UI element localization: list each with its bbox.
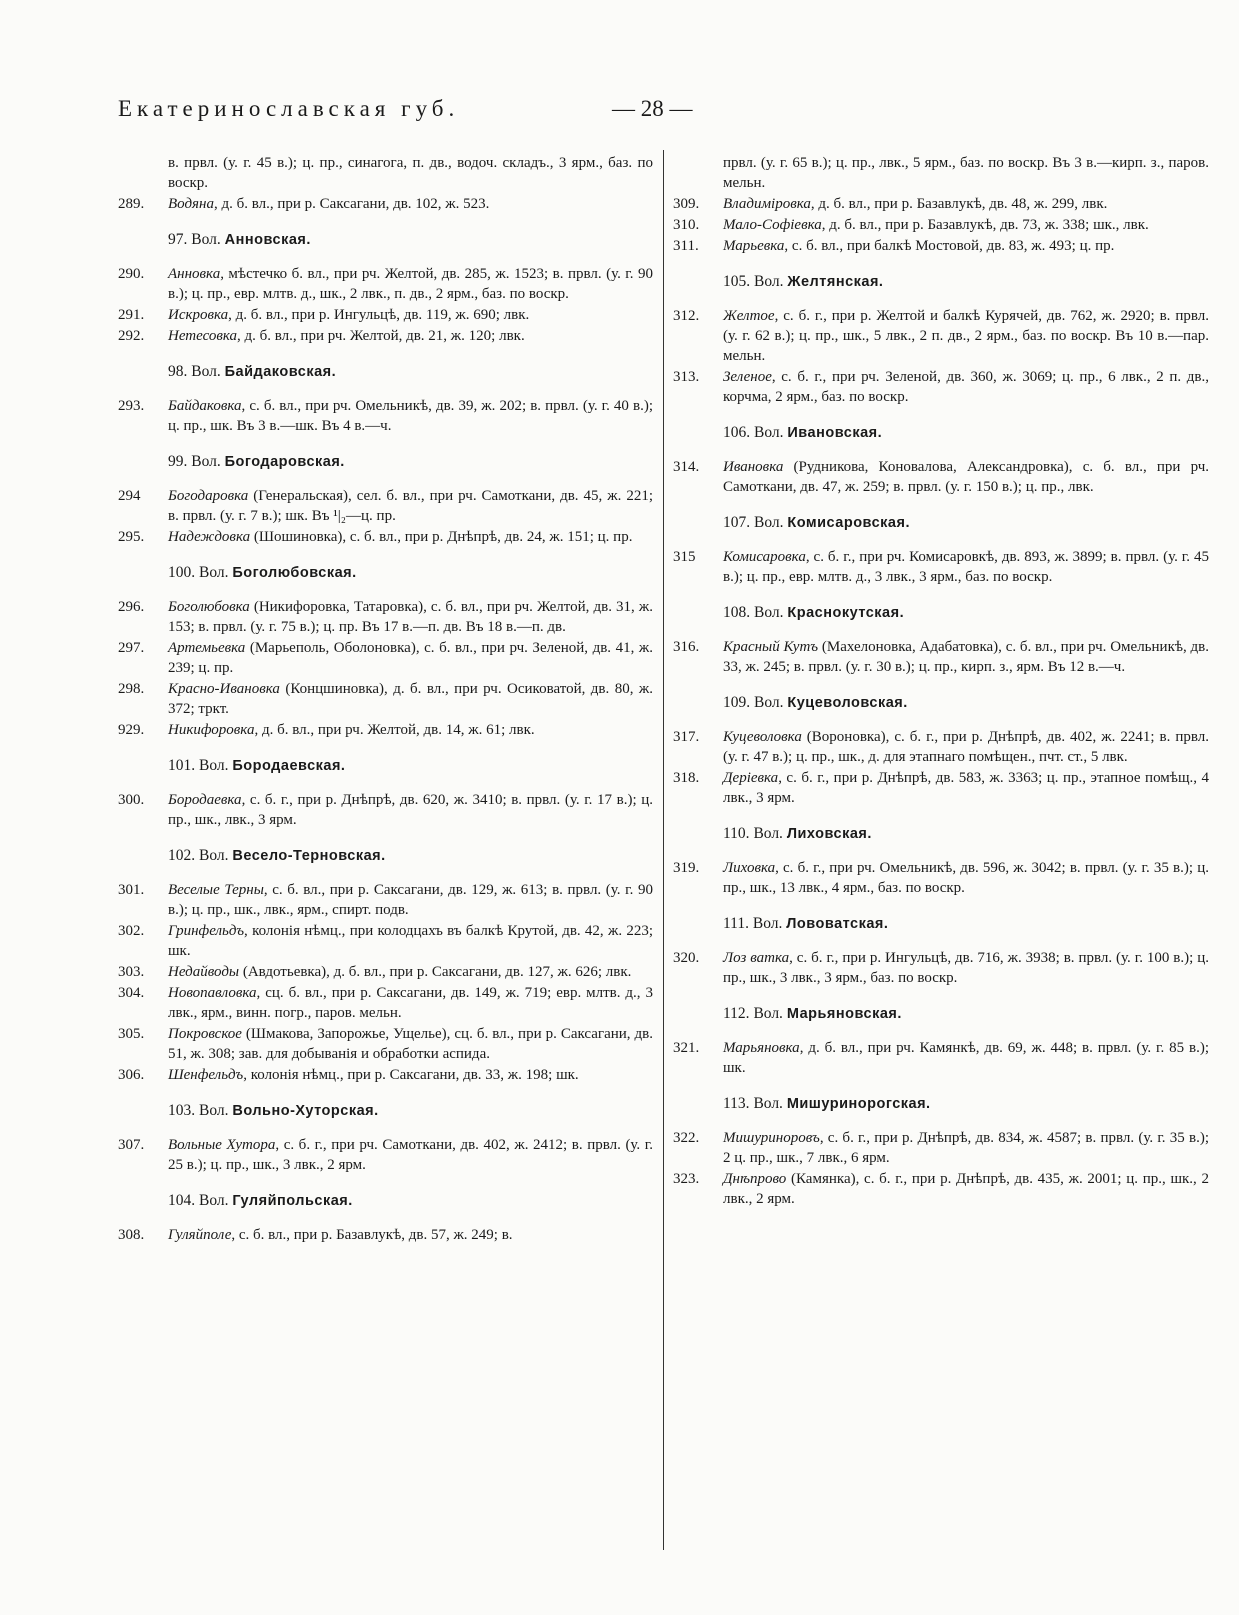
- place-name: Днѣпрово: [723, 1171, 787, 1187]
- section-107: [673, 513, 1209, 533]
- entry-text: , мѣстечко б. вл., при рч. Желтой, дв. 285, ж. 1523; в. првл. (у. г. 90 в.); ц. пр., евр. млтв. д., шк., 2 лвк., п. дв., 2 ярм., баз. по воскр.: [168, 266, 653, 302]
- entry-number: 310.: [673, 217, 700, 233]
- section-vol: Вол.: [199, 564, 229, 581]
- page-number: — 28 —: [612, 96, 693, 121]
- section-112: [673, 1004, 1209, 1024]
- section-name: Желтянская.: [787, 274, 884, 290]
- entry-number: 298.: [118, 681, 145, 697]
- entry-number: 307.: [118, 1137, 145, 1153]
- entry-number: 302.: [118, 923, 145, 939]
- section-name: Комисаровская.: [787, 515, 910, 531]
- place-name: Артемьевка: [168, 640, 246, 656]
- section-number: 97.: [168, 231, 188, 248]
- entry-text: , с. б. г., при р. Днѣпрѣ, дв. 620, ж. 3410; в. првл. (у. г. 17 в.); ц. пр., шк., лвк., 3 ярм.: [168, 792, 653, 828]
- section-98: [118, 362, 653, 382]
- entry-295: [118, 527, 653, 547]
- section-vol: Вол.: [754, 273, 784, 290]
- entry-text: (Концшиновка), д. б. вл., при рч. Осиковатой, дв. 80, ж. 372; тркт.: [168, 681, 653, 717]
- entry-text: , колонія нѣмц., при р. Саксагани, дв. 33, ж. 198; шк.: [243, 1067, 579, 1083]
- place-name: Комисаровка: [723, 549, 806, 565]
- section-number: 100.: [168, 564, 196, 581]
- entry-317: [673, 727, 1209, 767]
- entry-number: 305.: [118, 1026, 145, 1042]
- entry-text: , с. б. г., при р. Желтой и балкѣ Курячей, дв. 762, ж. 2920; в. првл. (у. г. 62 в.); ц. пр., шк., 5 лвк., 2 п. дв., 2 ярм., баз. по воскр. Въ 10 в.—пар. мельн.: [723, 308, 1209, 364]
- place-name: Желтое: [723, 308, 775, 324]
- entry-322: [673, 1128, 1209, 1168]
- section-number: 101.: [168, 757, 196, 774]
- entry-302: [118, 921, 653, 961]
- section-name: Байдаковская.: [224, 364, 337, 380]
- section-name: Мишуринорогская.: [786, 1096, 931, 1112]
- entry-306: [118, 1065, 653, 1085]
- entry-text: (Авдотьевка), д. б. вл., при р. Саксагани, дв. 127, ж. 626; лвк.: [239, 964, 632, 980]
- entry-text: , с. б. г., при р. Днѣпрѣ, дв. 583, ж. 3363; ц. пр., этапное помѣщ., 4 лвк., 3 ярм.: [723, 770, 1209, 806]
- entry-number: 291.: [118, 307, 145, 323]
- place-name: Красный Кутъ: [723, 639, 819, 655]
- entry-315: [673, 547, 1209, 587]
- entry-300: [118, 790, 653, 830]
- entry-number: 319.: [673, 860, 700, 876]
- section-vol: Вол.: [191, 453, 221, 470]
- section-name: Весело-Терновская.: [232, 848, 386, 864]
- place-name: Красно-Ивановка: [168, 681, 280, 697]
- entry-319: [673, 858, 1209, 898]
- entry-number: 322.: [673, 1130, 700, 1146]
- entry-text: , с. б. г., при рч. Самоткани, дв. 402, ж. 2412; в. првл. (у. г. 25 в.); ц. пр., шк., 3 лвк., 2 ярм.: [168, 1137, 653, 1173]
- section-name: Лововатская.: [786, 916, 889, 932]
- entry-number: 306.: [118, 1067, 145, 1083]
- section-number: 110.: [723, 825, 750, 842]
- section-name: Боголюбовская.: [232, 565, 357, 581]
- section-number: 113.: [723, 1095, 750, 1112]
- place-name: Зеленое: [723, 369, 772, 385]
- entry-number: 293.: [118, 398, 145, 414]
- section-109: [673, 693, 1209, 713]
- section-100: [118, 563, 653, 583]
- entry-310: [673, 215, 1209, 235]
- place-name: Куцеволовка: [723, 729, 802, 745]
- entry-number: 313.: [673, 369, 700, 385]
- entry-number: 929.: [118, 722, 145, 738]
- entry-929: [118, 720, 653, 740]
- entry-289: [118, 194, 653, 214]
- entry-number: 317.: [673, 729, 700, 745]
- entry-number: 292.: [118, 328, 145, 344]
- place-name: Марьевка: [723, 238, 785, 254]
- place-name: Водяна: [168, 196, 214, 212]
- entry-309: [673, 194, 1209, 214]
- section-108: [673, 603, 1209, 623]
- entry-text: , с. б. г., при рч. Комисаровкѣ, дв. 893, ж. 3899; в. првл. (у. г. 45 в.); ц. пр., евр. млтв. д., 3 лвк., 3 ярм., баз. по воскр.: [723, 549, 1209, 585]
- place-name: Гуляйполе: [168, 1227, 232, 1243]
- entry-text: (Вороновка), с. б. г., при р. Днѣпрѣ, дв. 402, ж. 2241; в. првл. (у. г. 47 в.); ц. пр., шк., д. для этапнаго помѣщен., пчт. ст., 5 лвк.: [723, 729, 1209, 765]
- entry-text: (Марьеполь, Оболоновка), с. б. вл., при рч. Зеленой, дв. 41, ж. 239; ц. пр.: [168, 640, 653, 676]
- entry-text: , с. б. г., при р. Днѣпрѣ, дв. 834, ж. 4587; в. првл. (у. г. 35 в.); 2 ц. пр., шк., 7 лвк., 6 ярм.: [723, 1130, 1209, 1166]
- section-vol: Вол.: [199, 1192, 229, 1209]
- entry-number: 309.: [673, 196, 700, 212]
- section-106: [673, 423, 1209, 443]
- section-105: [673, 272, 1209, 292]
- place-name: Бородаевка: [168, 792, 242, 808]
- entry-293: [118, 396, 653, 436]
- section-vol: Вол.: [752, 915, 783, 932]
- place-name: Надеждовка: [168, 529, 251, 545]
- place-name: Новопавловка: [168, 985, 257, 1001]
- entry-text: (Генеральская), сел. б. вл., при рч. Самоткани, дв. 45, ж. 221; в. првл. (у. г. 7 в.); шк. Въ ¹|₂—ц. пр.: [168, 488, 653, 524]
- entry-314: [673, 457, 1209, 497]
- entry-294: [118, 486, 653, 526]
- entry-text: , д. б. вл., при рч. Камянкѣ, дв. 69, ж. 448; в. првл. (у. г. 85 в.); шк.: [723, 1040, 1209, 1076]
- entry-number: 320.: [673, 950, 700, 966]
- entry-number: 315: [673, 549, 696, 565]
- place-name: Ивановка: [723, 459, 784, 475]
- section-name: Вольно-Хуторская.: [232, 1103, 379, 1119]
- place-name: Владиміровка: [723, 196, 811, 212]
- place-name: Байдаковка: [168, 398, 242, 414]
- section-103: [118, 1101, 653, 1121]
- entry-301: [118, 880, 653, 920]
- entry-text: , с. б. вл., при р. Саксагани, дв. 129, ж. 613; в. првл. (у. г. 90 в.); ц. пр., шк., лвк., ярм., спирт. подв.: [168, 882, 653, 918]
- entry-320: [673, 948, 1209, 988]
- entry-number: 289.: [118, 196, 145, 212]
- entry-text: (Камянка), с. б. г., при р. Днѣпрѣ, дв. 435, ж. 2001; ц. пр., шк., 2 лвк., 2 ярм.: [723, 1171, 1209, 1207]
- place-name: Боголюбовка: [168, 599, 250, 615]
- entry-number: 311.: [673, 238, 699, 254]
- entry-text: , колонія нѣмц., при колодцахъ въ балкѣ Крутой, дв. 42, ж. 223; шк.: [168, 923, 653, 959]
- entry-290: [118, 264, 653, 304]
- entry-number: 312.: [673, 308, 700, 324]
- entry-307: [118, 1135, 653, 1175]
- entry-323: [673, 1169, 1209, 1209]
- left-column: [118, 153, 653, 1246]
- section-vol: Вол.: [753, 1095, 783, 1112]
- entry-text: , д. б. вл., при рч. Желтой, дв. 21, ж. 120; лвк.: [237, 328, 525, 344]
- entry-321: [673, 1038, 1209, 1078]
- entry-303: [118, 962, 653, 982]
- section-number: 103.: [168, 1102, 196, 1119]
- section-name: Краснокутская.: [787, 605, 905, 621]
- entry-number: 295.: [118, 529, 145, 545]
- section-vol: Вол.: [191, 363, 221, 380]
- continued-text: в. првл. (у. г. 45 в.); ц. пр., синагога, п. дв., водоч. складъ., 3 ярм., баз. по воскр.: [168, 155, 653, 191]
- entry-number: 318.: [673, 770, 700, 786]
- section-name: Куцеволовская.: [787, 695, 908, 711]
- entry-text: , с. б. г., при рч. Омельникѣ, дв. 596, ж. 3042; в. првл. (у. г. 35 в.); ц. пр., шк., 13 лвк., 4 ярм., баз. по воскр.: [723, 860, 1209, 896]
- entry-text: (Никифоровка, Татаровка), с. б. вл., при рч. Желтой, дв. 31, ж. 153; в. првл. (у. г. 75 в.); ц. пр. Въ 17 в.—п. дв. Въ 18 в.—п. дв.: [168, 599, 653, 635]
- entry-number: 314.: [673, 459, 700, 475]
- entry-text: , д. б. вл., при р. Базавлукѣ, дв. 48, ж. 299, лвк.: [810, 196, 1108, 212]
- entry-number: 301.: [118, 882, 145, 898]
- entry-text: , с. б. вл., при р. Базавлукѣ, дв. 57, ж. 249; в.: [231, 1227, 513, 1243]
- section-110: [673, 824, 1209, 844]
- section-number: 108.: [723, 604, 751, 621]
- entry-292: [118, 326, 653, 346]
- section-name: Лиховская.: [786, 826, 872, 842]
- place-name: Веселые Терны: [168, 882, 264, 898]
- entry-number: 308.: [118, 1227, 145, 1243]
- place-name: Мало-Софіевка: [723, 217, 822, 233]
- section-99: [118, 452, 653, 472]
- entry-316: [673, 637, 1209, 677]
- entry-text: (Шошиновка), с. б. вл., при р. Днѣпрѣ, дв. 24, ж. 151; ц. пр.: [250, 529, 633, 545]
- section-number: 104.: [168, 1192, 196, 1209]
- right-column: [673, 153, 1209, 1210]
- entry-number: 296.: [118, 599, 145, 615]
- section-number: 98.: [168, 363, 188, 380]
- place-name: Недайводы: [168, 964, 240, 980]
- section-number: 99.: [168, 453, 188, 470]
- entry-text: , с. б. вл., при балкѣ Мостовой, дв. 83, ж. 493; ц. пр.: [784, 238, 1115, 254]
- section-104: [118, 1191, 653, 1211]
- entry-text: , с. б. г., при рч. Зеленой, дв. 360, ж. 3069; ц. пр., 6 лвк., 2 п. дв., корчма, 2 ярм., баз. по воскр.: [723, 369, 1209, 405]
- place-name: Шенфельдъ: [168, 1067, 244, 1083]
- place-name: Никифоровка: [168, 722, 255, 738]
- entry-text: , сц. б. вл., при р. Саксагани, дв. 149, ж. 719; евр. млтв. д., 3 лвк., ярм., винн. погр., паров. мельн.: [168, 985, 653, 1021]
- section-number: 106.: [723, 424, 751, 441]
- section-vol: Вол.: [754, 604, 784, 621]
- entry-311: [673, 236, 1209, 256]
- place-name: Деріевка: [723, 770, 779, 786]
- section-97: [118, 230, 653, 250]
- entry-text: (Махелоновка, Адабатовка), с. б. вл., при рч. Омельникѣ, дв. 33, ж. 245; в. првл. (у. г. 30 в.); ц. пр., кирп. з., ярм. Въ 12 в.—ч.: [723, 639, 1209, 675]
- continued-text: првл. (у. г. 65 в.); ц. пр., лвк., 5 ярм., баз. по воскр. Въ 3 в.—кирп. з., паров. мельн.: [723, 155, 1209, 191]
- entry-296: [118, 597, 653, 637]
- entry-304: [118, 983, 653, 1023]
- section-vol: Вол.: [199, 1102, 229, 1119]
- section-name: Бородаевская.: [232, 758, 346, 774]
- section-102: [118, 846, 653, 866]
- section-101: [118, 756, 653, 776]
- place-name: Покровское: [168, 1026, 242, 1042]
- entry-318: [673, 768, 1209, 808]
- section-vol: Вол.: [754, 514, 784, 531]
- place-name: Искровка: [168, 307, 229, 323]
- section-113: [673, 1094, 1209, 1114]
- place-name: Марьяновка: [723, 1040, 800, 1056]
- section-name: Гуляйпольская.: [232, 1193, 353, 1209]
- entry-291: [118, 305, 653, 325]
- entry-308: [118, 1225, 653, 1245]
- entry-number: 304.: [118, 985, 145, 1001]
- column-divider: [663, 150, 664, 1550]
- section-number: 102.: [168, 847, 196, 864]
- page-title: Екатеринославская губ.: [118, 96, 460, 121]
- place-name: Мишуриноровъ: [723, 1130, 820, 1146]
- place-name: Лоз ватка: [723, 950, 790, 966]
- entry-text: , д. б. вл., при р. Базавлукѣ, дв. 73, ж. 338; шк., лвк.: [821, 217, 1149, 233]
- place-name: Нетесовка: [168, 328, 238, 344]
- section-111: [673, 914, 1209, 934]
- page-header: [118, 96, 1118, 136]
- entry-number: 300.: [118, 792, 145, 808]
- entry-text: (Рудникова, Коновалова, Александровка), с. б. вл., при рч. Самоткани, дв. 47, ж. 259; в. првл. (у. г. 150 в.); ц. пр., лвк.: [723, 459, 1209, 495]
- section-vol: Вол.: [754, 424, 784, 441]
- section-name: Анновская.: [224, 232, 311, 248]
- section-vol: Вол.: [199, 757, 229, 774]
- section-name: Ивановская.: [787, 425, 883, 441]
- section-vol: Вол.: [199, 847, 229, 864]
- entry-text: , д. б. вл., при рч. Желтой, дв. 14, ж. 61; лвк.: [254, 722, 535, 738]
- entry-text: , с. б. г., при р. Ингульцѣ, дв. 716, ж. 3938; в. првл. (у. г. 100 в.); ц. пр., шк., 3 лвк., 3 ярм., баз. по воскр.: [723, 950, 1209, 986]
- section-name: Марьяновская.: [786, 1006, 902, 1022]
- place-name: Анновка: [168, 266, 221, 282]
- place-name: Лиховка: [723, 860, 776, 876]
- entry-text: , д. б. вл., при р. Саксагани, дв. 102, ж. 523.: [213, 196, 490, 212]
- entry-number: 294: [118, 488, 141, 504]
- entry-text: (Шмакова, Запорожье, Ущелье), сц. б. вл., при р. Саксагани, дв. 51, ж. 308; зав. для добыванія и обработки аспида.: [168, 1026, 653, 1062]
- section-name: Богодаровская.: [224, 454, 345, 470]
- entry-number: 297.: [118, 640, 145, 656]
- entry-298: [118, 679, 653, 719]
- section-number: 107.: [723, 514, 751, 531]
- section-number: 109.: [723, 694, 751, 711]
- entry-number: 303.: [118, 964, 145, 980]
- section-vol: Вол.: [754, 694, 784, 711]
- place-name: Гринфельдъ: [168, 923, 245, 939]
- section-vol: Вол.: [753, 1005, 783, 1022]
- section-vol: Вол.: [191, 231, 221, 248]
- entry-number: 323.: [673, 1171, 700, 1187]
- entry-number: 316.: [673, 639, 700, 655]
- entry-text: , с. б. вл., при рч. Омельникѣ, дв. 39, ж. 202; в. првл. (у. г. 40 в.); ц. пр., шк. Въ 3 в.—шк. Въ 4 в.—ч.: [168, 398, 653, 434]
- section-number: 112.: [723, 1005, 750, 1022]
- entry-305: [118, 1024, 653, 1064]
- place-name: Богодаровка: [168, 488, 249, 504]
- entry-number: 321.: [673, 1040, 700, 1056]
- entry-313: [673, 367, 1209, 407]
- entry-number: 290.: [118, 266, 145, 282]
- entry-312: [673, 306, 1209, 366]
- section-number: 111.: [723, 915, 749, 932]
- section-vol: Вол.: [753, 825, 783, 842]
- section-number: 105.: [723, 273, 751, 290]
- place-name: Вольные Хутора: [168, 1137, 276, 1153]
- entry-297: [118, 638, 653, 678]
- entry-text: , д. б. вл., при р. Ингульцѣ, дв. 119, ж. 690; лвк.: [228, 307, 530, 323]
